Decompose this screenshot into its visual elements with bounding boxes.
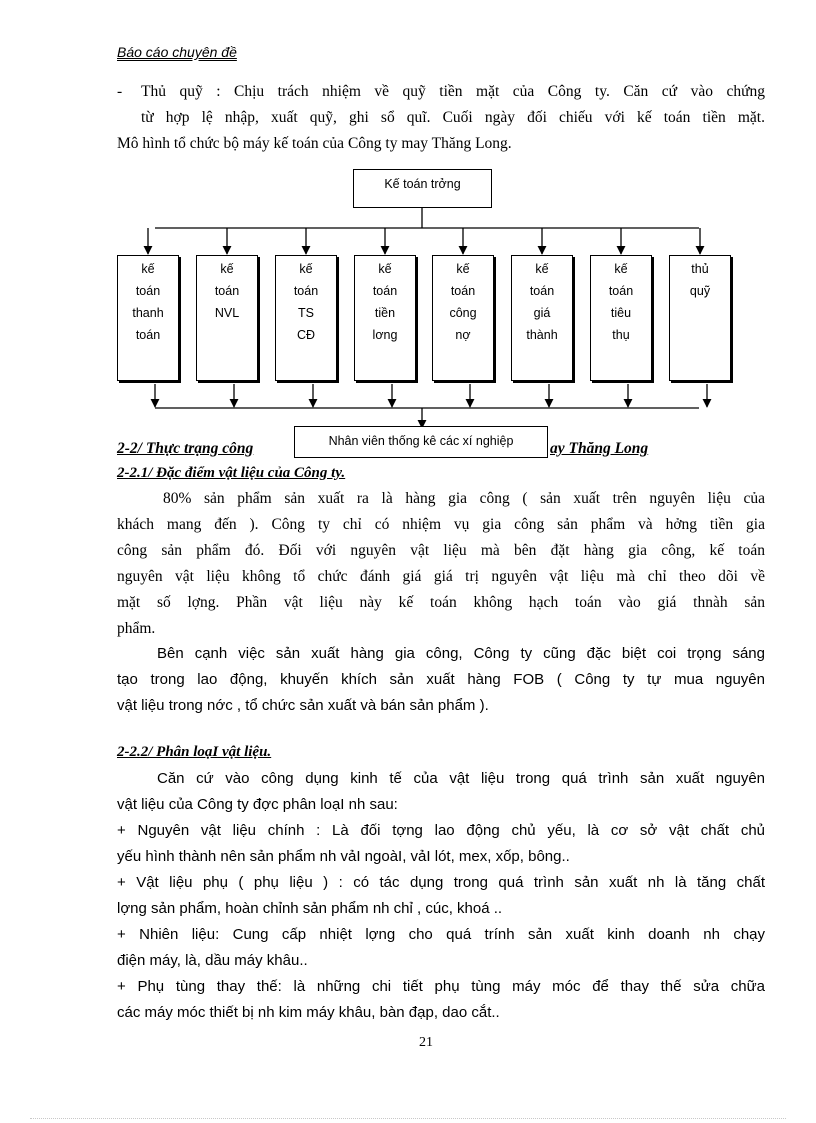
para1-line: công sản phẩm đó. Đối với nguyên vật liệu mà bên đặt hàng gia công, kế toán <box>117 542 765 559</box>
para3-line: vật liệu của Công ty đợc phân loạI nh sau: <box>117 796 398 813</box>
department-label-line: công <box>449 306 477 320</box>
department-box <box>354 255 416 381</box>
department-box <box>196 255 258 381</box>
department-label-line: toán <box>450 284 476 298</box>
intro-line-2: từ hợp lệ nhập, xuất quỹ, ghi sổ quĩ. Cuối ngày đối chiếu với kế toán tiền mặt. <box>141 109 765 126</box>
department-label-line: toán <box>372 284 398 298</box>
page-number: 21 <box>419 1035 433 1050</box>
intro-line-1: Thủ quỹ : Chịu trách nhiệm về quỹ tiền mặt của Công ty. Căn cứ vào chứng <box>141 83 765 100</box>
department-label-line: kế <box>299 262 313 276</box>
chief-accountant-box: Kế toán trởng <box>353 169 492 208</box>
down-arrows <box>148 228 700 254</box>
department-box <box>590 255 652 381</box>
page-bottom-rule <box>30 1118 786 1119</box>
para2-line: Bên cạnh việc sản xuất hàng gia công, Công ty cũng đặc biệt coi trọng sáng <box>157 645 765 662</box>
department-label-line: tiền <box>374 306 396 320</box>
department-label-line: giá <box>533 306 551 320</box>
department-box <box>275 255 337 381</box>
para2-line: vật liệu trong nớc , tổ chức sản xuất và bán sản phẩm ). <box>117 697 489 714</box>
section-2-2-1-heading: 2-2.1/ Đặc điểm vật liệu của Công ty. <box>117 465 346 481</box>
para1-line: phẩm. <box>117 620 156 637</box>
para3-line: điện máy, là, dầu máy khâu.. <box>117 952 308 969</box>
department-label-line: CĐ <box>296 328 316 342</box>
department-label-line: kế <box>378 262 392 276</box>
department-label-line: toán <box>293 284 319 298</box>
department-label-line: toán <box>135 284 161 298</box>
document-header: Báo cáo chuyên đề <box>117 44 237 60</box>
para3-line: + Phụ tùng thay thế: là những chi tiết phụ tùng máy móc để thay thế sửa chữa <box>117 978 765 995</box>
department-label-line: tiêu <box>610 306 632 320</box>
department-label-line: lơng <box>372 328 398 342</box>
department-label-line: kế <box>456 262 470 276</box>
department-label-line: thành <box>526 328 558 342</box>
department-label-line: thụ <box>612 328 630 342</box>
department-label-line: thanh <box>132 306 164 320</box>
para3-line: + Vật liệu phụ ( phụ liệu ) : có tác dụng trong quá trình sản xuất nh là tăng chất <box>117 874 765 891</box>
section-2-2-heading-left: 2-2/ Thực trạng công <box>117 440 254 457</box>
department-label-line: kế <box>141 262 155 276</box>
para3-line: Căn cứ vào công dụng kinh tế của vật liệu trong quá trình sản xuất nguyên <box>157 770 765 787</box>
department-label-line: toán <box>529 284 555 298</box>
para3-line: + Nhiên liệu: Cung cấp nhiệt lợng cho quá trính sản xuất kinh doanh nh chạy <box>117 926 765 943</box>
department-box <box>669 255 731 381</box>
department-label-line: toán <box>608 284 634 298</box>
para1-line: 80% sản phẩm sản xuất ra là hàng gia công ( sản xuất trên nguyên liệu của <box>163 490 765 507</box>
para3-line: yếu hình thành nên sản phẩm nh vảI ngoàI, vảI lót, mex, xốp, bông.. <box>117 848 570 865</box>
department-label-line: kế <box>535 262 549 276</box>
para3-line: + Nguyên vật liệu chính : Là đối tợng lao động chủ yếu, là cơ sở vật chất chủ <box>117 822 765 839</box>
para1-line: nguyên vật liệu không tổ chức đánh giá giá trị nguyên vật liệu mà chỉ theo dõi về <box>117 568 765 585</box>
org-chart-connectors <box>0 0 816 460</box>
para3-line: các máy móc thiết bị nh kim máy khâu, bàn đạp, dao cắt.. <box>117 1004 500 1021</box>
department-box <box>511 255 573 381</box>
section-2-2-2-heading: 2-2.2/ Phân loạI vật liệu. <box>117 744 272 760</box>
department-label-line: NVL <box>214 306 240 320</box>
department-label-line: kế <box>220 262 234 276</box>
department-label-line: toán <box>135 328 161 342</box>
statistics-staff-box: Nhân viên thống kê các xí nghiệp <box>294 426 548 458</box>
para1-line: mặt số lợng. Phần vật liệu này kế toán không hạch toán vào giá thnàh sản <box>117 594 765 611</box>
department-label-line: toán <box>214 284 240 298</box>
department-label-line: nợ <box>455 328 471 342</box>
department-box <box>432 255 494 381</box>
bullet-dash: - <box>117 83 123 100</box>
intro-line-3: Mô hình tổ chức bộ máy kế toán của Công ty may Thăng Long. <box>117 135 512 152</box>
department-label-line: kế <box>614 262 628 276</box>
bottom-arrows <box>155 384 707 407</box>
para3-line: lợng sản phẩm, hoàn chỉnh sản phẩm nh chỉ , cúc, khoá .. <box>117 900 503 917</box>
department-label-line: TS <box>298 306 314 320</box>
department-label-line: quỹ <box>689 284 711 298</box>
section-2-2-heading-right: ay Thăng Long <box>550 440 649 457</box>
department-box <box>117 255 179 381</box>
department-label-line: thủ <box>691 262 709 276</box>
para1-line: khách mang đến ). Công ty chỉ có nhiệm vụ gia công sản phẩm và hởng tiền gia <box>117 516 765 533</box>
para2-line: tạo trong lao động, khuyến khích sản xuất hàng FOB ( Công ty tự mua nguyên <box>117 671 765 688</box>
